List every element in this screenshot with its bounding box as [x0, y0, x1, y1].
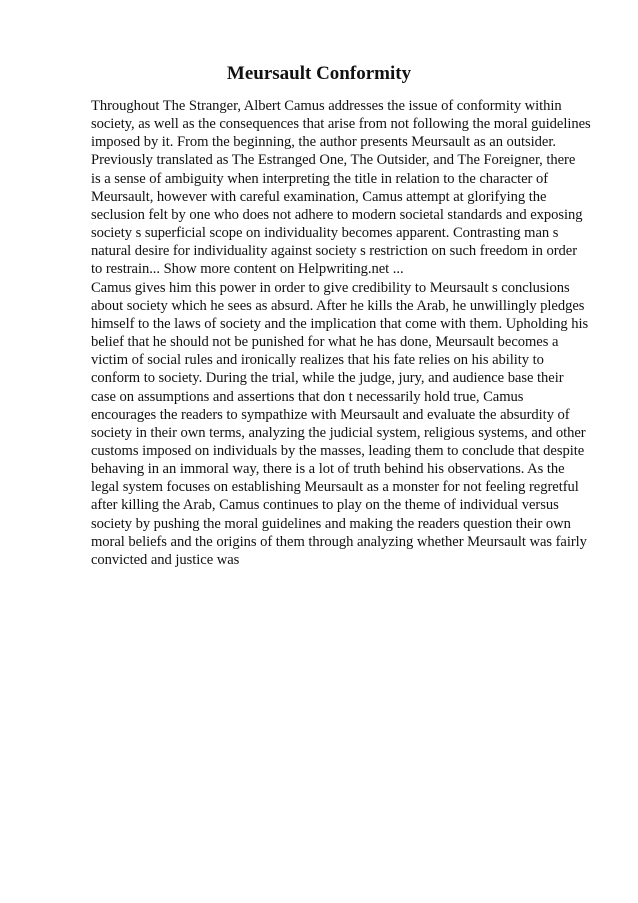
body-line: seclusion felt by one who does not adhere to modern societal standards and exposing: [91, 206, 583, 223]
body-line: encourages the readers to sympathize with Meursault and evaluate the absurdity of: [91, 406, 570, 423]
body-line: customs imposed on individuals by the masses, leading them to conclude that despite: [91, 442, 585, 459]
body-line: society, as well as the consequences that arise from not following the moral guidelines: [91, 116, 591, 133]
body-line: conform to society. During the trial, while the judge, jury, and audience base their: [91, 370, 564, 387]
body-line: Meursault, however with careful examination, Camus attempt at glorifying the: [91, 188, 547, 205]
body-line: Camus gives him this power in order to give credibility to Meursault s conclusions: [91, 279, 570, 296]
body-line: belief that he should not be punished for what he has done, Meursault becomes a: [91, 334, 559, 351]
body-line: imposed by it. From the beginning, the author presents Meursault as an outsider.: [91, 134, 556, 151]
body-line: society s superficial scope on individuality becomes apparent. Contrasting man s: [91, 225, 559, 242]
body-line: case on assumptions and assertions that don t necessarily hold true, Camus: [91, 388, 524, 405]
body-line: is a sense of ambiguity when interpreting the title in relation to the character of: [91, 170, 549, 187]
body-line: society by pushing the moral guidelines and making the readers question their own: [91, 515, 571, 532]
body-line: about society which he sees as absurd. After he kills the Arab, he unwillingly pledges: [91, 297, 585, 314]
body-line: behaving in an immoral way, there is a lot of truth behind his observations. As the: [91, 461, 565, 478]
body-line: victim of social rules and ironically realizes that his fate relies on his ability to: [91, 352, 544, 369]
body-line: Throughout The Stranger, Albert Camus addresses the issue of conformity within: [91, 98, 562, 114]
body-line: legal system focuses on establishing Meursault as a monster for not feeling regretful: [91, 479, 579, 496]
body-line: society in their own terms, analyzing the judicial system, religious systems, and other: [91, 424, 586, 441]
body-line: after killing the Arab, Camus continues to play on the theme of individual versus: [91, 497, 559, 514]
show-more-line: to restrain... Show more content on Helpwriting.net ...: [91, 261, 404, 278]
body-line: natural desire for individuality against society s restriction on such freedom in order: [91, 243, 578, 260]
document-title: Meursault Conformity: [226, 63, 412, 84]
body-line: moral beliefs and the origins of them through analyzing whether Meursault was fairly: [91, 533, 587, 550]
body-line: convicted and justice was: [91, 551, 240, 568]
body-line: himself to the laws of society and the implication that come with them. Upholding his: [91, 315, 589, 332]
document-body: [91, 97, 611, 569]
body-line: Previously translated as The Estranged One, The Outsider, and The Foreigner, there: [91, 152, 576, 169]
